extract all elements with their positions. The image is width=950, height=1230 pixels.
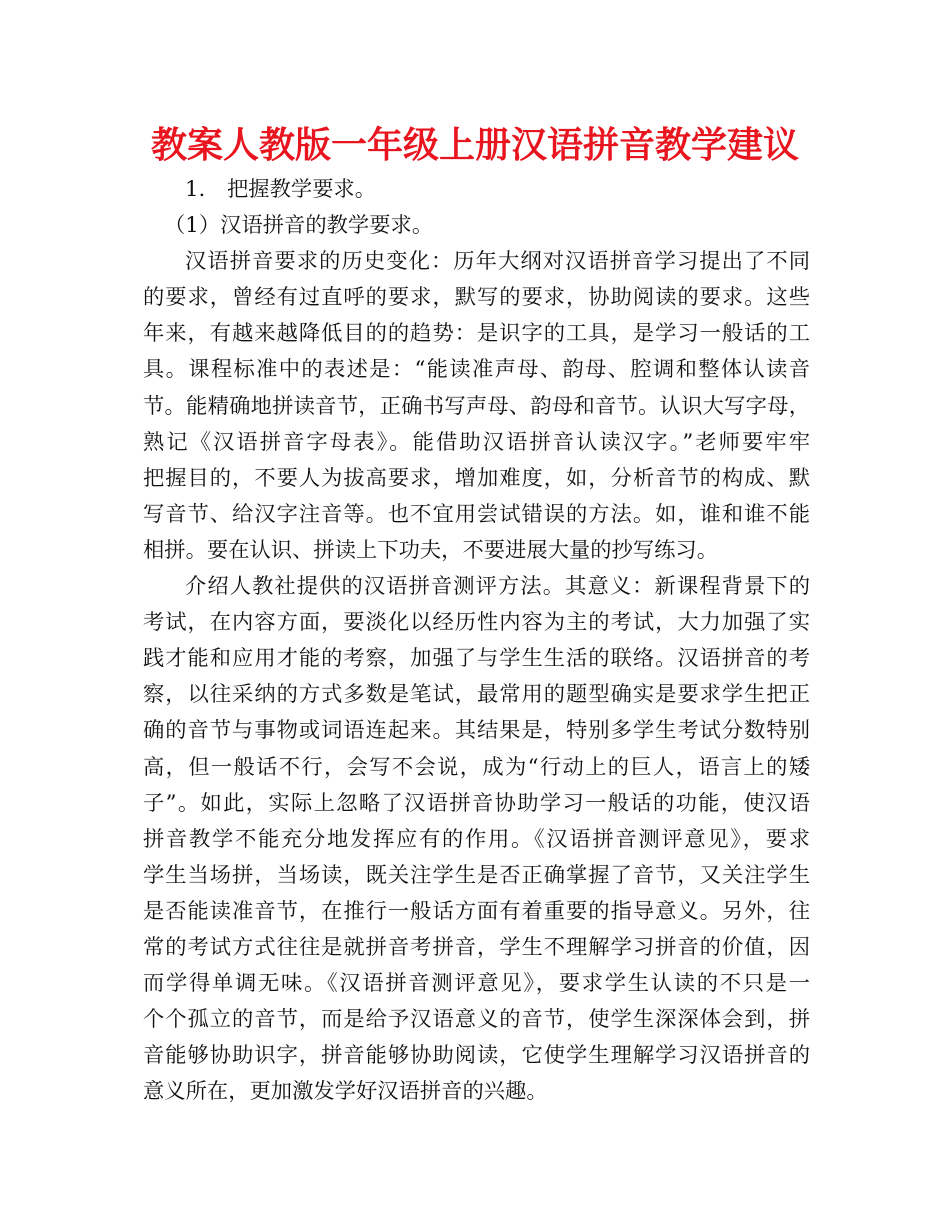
paragraph-line: 拼音教学不能充分地发挥应有的作用。《汉语拼音测评意见》，要求 xyxy=(143,826,810,852)
document-title: 教案人教版一年级上册汉语拼音教学建议 xyxy=(150,125,799,166)
paragraph-line: 相拼。要在认识、拼读上下功夫，不要进展大量的抄写练习。 xyxy=(143,537,719,563)
paragraph-line: 确的音节与事物或词语连起来。其结果是，特别多学生考试分数特别 xyxy=(143,718,810,744)
paragraph-line: 践才能和应用才能的考察，加强了与学生生活的联络。汉语拼音的考 xyxy=(143,646,810,672)
paragraph-line: 年来，有越来越降低目的的趋势：是识字的工具，是学习一般话的工 xyxy=(143,321,810,347)
paragraph-line: 具。课程标准中的表述是：“能读准声母、韵母、腔调和整体认读音 xyxy=(143,357,810,383)
paragraph-line: 而学得单调无味。《汉语拼音测评意见》，要求学生认读的不只是一 xyxy=(143,971,810,997)
paragraph-line: 的要求，曾经有过直呼的要求，默写的要求，协助阅读的要求。这些 xyxy=(143,285,810,311)
paragraph-line: 汉语拼音要求的历史变化：历年大纲对汉语拼音学习提出了不同 xyxy=(185,249,810,275)
paragraph-line: 介绍人教社提供的汉语拼音测评方法。其意义：新课程背景下的 xyxy=(185,574,810,600)
paragraph-line: 考试，在内容方面，要淡化以经历性内容为主的考试，大力加强了实 xyxy=(143,610,810,636)
paragraph-line: 高，但一般话不行，会写不会说，成为“行动上的巨人，语言上的矮 xyxy=(143,754,810,780)
document-body xyxy=(143,172,810,1110)
paragraph-1 xyxy=(143,244,810,569)
paragraph-line: 意义所在，更加激发学好汉语拼音的兴趣。 xyxy=(143,1079,548,1105)
paragraph-line: 熟记《汉语拼音字母表》。能借助汉语拼音认读汉字。”老师要牢牢 xyxy=(143,429,810,455)
paragraph-line: 子”。如此，实际上忽略了汉语拼音协助学习一般话的功能，使汉语 xyxy=(143,790,810,816)
paragraph-line: 把握目的，不要人为拔高要求，增加难度，如，分析音节的构成、默 xyxy=(143,465,810,491)
heading-2: （1）汉语拼音的教学要求。 xyxy=(164,213,434,239)
heading-1 xyxy=(143,172,810,208)
heading-1-text: 把握教学要求。 xyxy=(227,177,377,202)
paragraph-line: 常的考试方式往往是就拼音考拼音，学生不理解学习拼音的价值，因 xyxy=(143,934,810,960)
paragraph-line: 节。能精确地拼读音节，正确书写声母、韵母和音节。认识大写字母， xyxy=(143,393,810,419)
paragraph-line: 音能够协助识字，拼音能够协助阅读，它使学生理解学习汉语拼音的 xyxy=(143,1043,810,1069)
paragraph-line: 学生当场拼，当场读，既关注学生是否正确掌握了音节，又关注学生 xyxy=(143,862,810,888)
paragraph-line: 个个孤立的音节，而是给予汉语意义的音节，使学生深深体会到，拼 xyxy=(143,1007,810,1033)
paragraph-line: 察，以往采纳的方式多数是笔试，最常用的题型确实是要求学生把正 xyxy=(143,682,810,708)
paragraph-line: 写音节、给汉字注音等。也不宜用尝试错误的方法。如，谁和谁不能 xyxy=(143,501,810,527)
heading-1-number: 1. xyxy=(185,177,206,202)
paragraph-2 xyxy=(143,569,810,1110)
paragraph-line: 是否能读准音节，在推行一般话方面有着重要的指导意义。另外，往 xyxy=(143,898,810,924)
